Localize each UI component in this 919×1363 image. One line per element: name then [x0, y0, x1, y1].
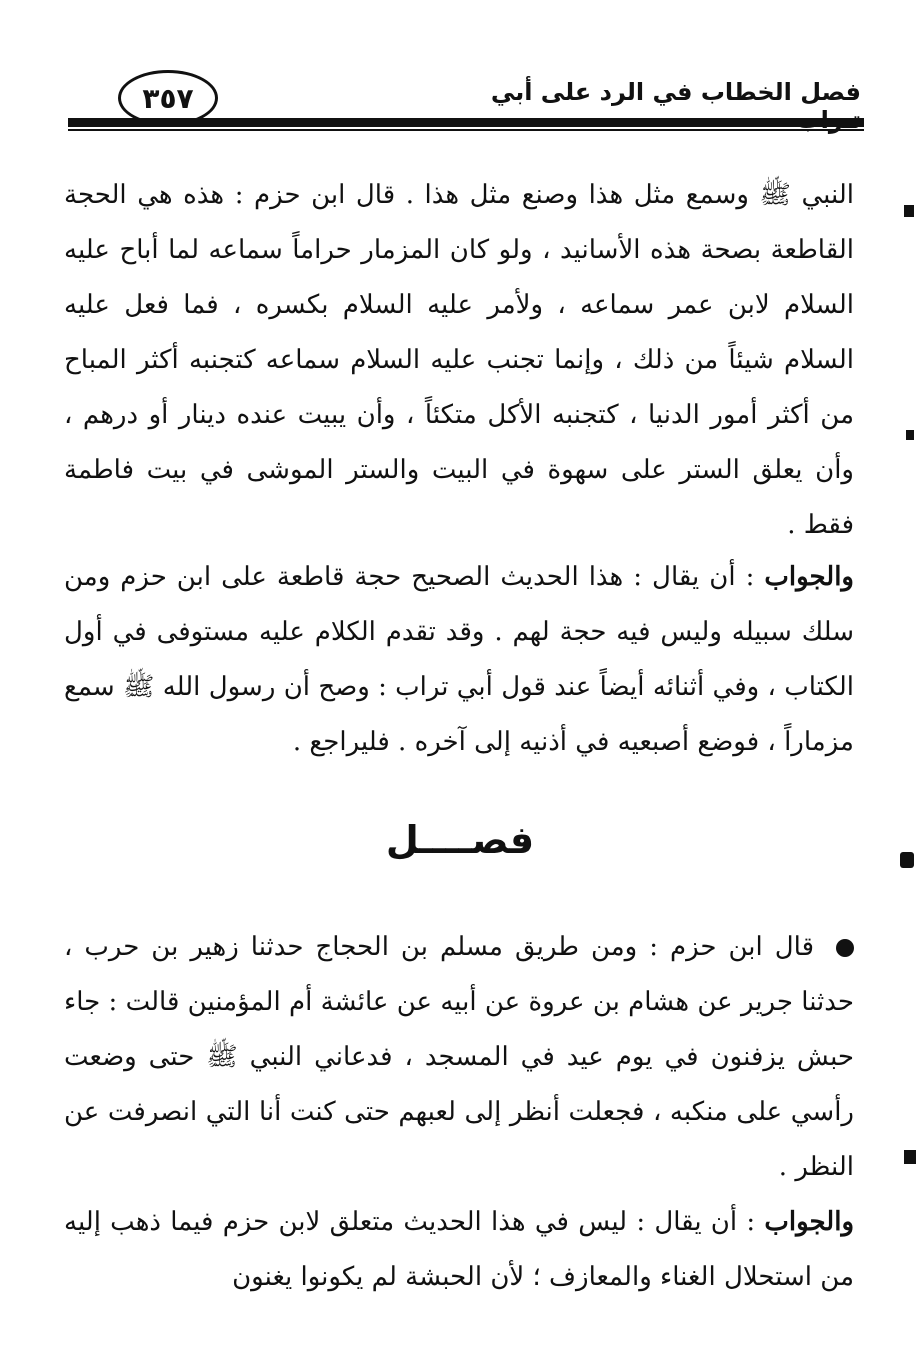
answer-lead-2: والجواب: [764, 1207, 855, 1237]
paragraph-4-text: : أن يقال : ليس في هذا الحديث متعلق لابن حزم فيما ذهب إليه من استحلال الغناء والمعازف ؛ لأن الحبشة لم يكونوا يغنون: [64, 1207, 854, 1292]
edge-mark: [904, 1150, 916, 1164]
running-title: فصل الخطاب في الرد على أبي: [490, 78, 861, 106]
bullet-icon: [836, 939, 854, 957]
edge-mark: [904, 205, 914, 217]
paragraph-1-text: النبي ﷺ وسمع مثل هذا وصنع مثل هذا . قال ابن حزم : هذه هي الحجة القاطعة بصحة هذه الأسانيد ، ولو كان المزمار حراماً سماعه لما أباح عليه السلام لابن عمر سماعه ، ولأمر عليه السلام بكسره ، فما فعل عليه السلام شيئاً من ذلك ، وإنما تجنب عليه السلام سماعه كتجنبه أكثر المباح من أكثر أمور الدنيا ، كتجنبه الأكل متكئاً ، وأن يبيت عنده دينار أو درهم ، وأن يعلق الستر على سهوة في البيت والستر الموشى في بيت فاطمة فقط .: [64, 180, 854, 540]
paragraph-2-text: : أن يقال : هذا الحديث الصحيح حجة قاطعة على ابن حزم ومن سلك سبيله وليس فيه حجة لهم . وقد تقدم الكلام عليه مستوفى في أول الكتاب ، وفي أثنائه أيضاً عند قول أبي تراب : وصح أن رسول الله ﷺ سمع مزماراً ، فوضع أصبعيه في أذنيه إلى آخره . فليراجع .: [64, 562, 854, 757]
answer-lead: والجواب: [764, 562, 854, 592]
header-rule-thin: [68, 129, 864, 131]
paragraph-3: [64, 920, 854, 1195]
section-title: فصــــل: [385, 818, 535, 862]
paragraph-2: [64, 550, 854, 770]
page-header: [0, 0, 919, 150]
page-number: ٣٥٧: [118, 70, 218, 126]
paragraph-1: [64, 168, 854, 553]
header-rule-thick: [68, 118, 864, 127]
paragraph-3-text: قال ابن حزم : ومن طريق مسلم بن الحجاج حدثنا زهير بن حرب ، حدثنا جرير عن هشام بن عروة عن أبيه عن عائشة أم المؤمنين قالت : جاء حبش يزفنون في يوم عيد في المسجد ، فدعاني النبي ﷺ حتى وضعت رأسي على منكبه ، فجعلت أنظر إلى لعبهم حتى كنت أنا التي انصرفت عن النظر .: [64, 932, 854, 1182]
paragraph-4: [64, 1195, 854, 1305]
edge-mark: [906, 430, 914, 440]
edge-mark: [900, 852, 914, 868]
